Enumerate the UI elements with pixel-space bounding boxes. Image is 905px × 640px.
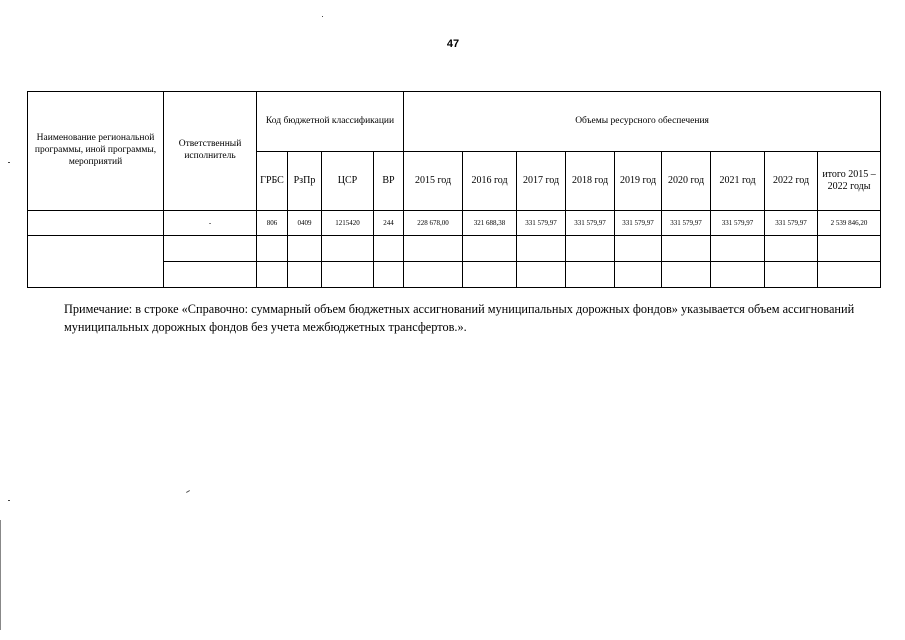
cell-value-total: 2 539 846,20 <box>818 211 881 236</box>
empty-cell <box>566 262 615 288</box>
table-row <box>28 211 881 236</box>
cell-value-2019: 331 579,97 <box>615 211 662 236</box>
header-rzpr: РзПр <box>288 152 322 211</box>
header-year-2021: 2021 год <box>711 152 765 211</box>
empty-cell <box>818 262 881 288</box>
empty-cell <box>28 236 164 288</box>
empty-cell <box>257 262 288 288</box>
cell-value-2018: 331 579,97 <box>566 211 615 236</box>
empty-cell <box>711 236 765 262</box>
empty-cell <box>711 262 765 288</box>
empty-cell <box>566 236 615 262</box>
cell-vr: 244 <box>374 211 404 236</box>
empty-cell <box>517 236 566 262</box>
empty-cell <box>374 236 404 262</box>
empty-cell <box>615 236 662 262</box>
empty-cell <box>765 262 818 288</box>
budget-table <box>27 91 881 288</box>
header-budget-code: Код бюджетной классификации <box>257 92 404 152</box>
empty-cell <box>322 262 374 288</box>
empty-cell <box>322 236 374 262</box>
empty-cell <box>374 262 404 288</box>
empty-cell <box>463 236 517 262</box>
empty-cell <box>288 236 322 262</box>
footnote-text: Примечание: в строке «Справочно: суммарный объем бюджетных ассигнований муниципальных дорожных фондов» указывается объем ассигнований муниципальных дорожных фондов без учета межбюджетных трансфертов.». <box>64 302 855 335</box>
empty-cell <box>662 262 711 288</box>
cell-executor: - <box>164 211 257 236</box>
empty-cell <box>164 236 257 262</box>
cell-value-2022: 331 579,97 <box>765 211 818 236</box>
cell-value-2017: 331 579,97 <box>517 211 566 236</box>
header-csr: ЦСР <box>322 152 374 211</box>
empty-cell <box>288 262 322 288</box>
empty-cell <box>818 236 881 262</box>
header-year-2022: 2022 год <box>765 152 818 211</box>
header-year-2018: 2018 год <box>566 152 615 211</box>
header-program-name: Наименование региональной программы, иной программы, мероприятий <box>28 92 164 211</box>
empty-cell <box>257 236 288 262</box>
cell-value-2020: 331 579,97 <box>662 211 711 236</box>
header-total: итого 2015 – 2022 годы <box>818 152 881 211</box>
table-row-empty <box>28 236 881 262</box>
header-grbs: ГРБС <box>257 152 288 211</box>
empty-cell <box>765 236 818 262</box>
page-number: 47 <box>446 38 460 50</box>
header-resource-volumes: Объемы ресурсного обеспечения <box>404 92 881 152</box>
empty-cell <box>517 262 566 288</box>
header-year-2015: 2015 год <box>404 152 463 211</box>
cell-program-name <box>28 211 164 236</box>
cell-value-2015: 228 678,00 <box>404 211 463 236</box>
empty-cell <box>404 262 463 288</box>
header-executor: Ответственный исполнитель <box>164 92 257 211</box>
header-year-2019: 2019 год <box>615 152 662 211</box>
header-year-2016: 2016 год <box>463 152 517 211</box>
empty-cell <box>404 236 463 262</box>
header-year-2017: 2017 год <box>517 152 566 211</box>
cell-csr: 1215420 <box>322 211 374 236</box>
empty-cell <box>463 262 517 288</box>
cell-value-2021: 331 579,97 <box>711 211 765 236</box>
empty-cell <box>615 262 662 288</box>
cell-grbs: 806 <box>257 211 288 236</box>
cell-value-2016: 321 688,38 <box>463 211 517 236</box>
empty-cell <box>662 236 711 262</box>
header-vr: ВР <box>374 152 404 211</box>
cell-rzpr: 0409 <box>288 211 322 236</box>
empty-cell <box>164 262 257 288</box>
header-year-2020: 2020 год <box>662 152 711 211</box>
